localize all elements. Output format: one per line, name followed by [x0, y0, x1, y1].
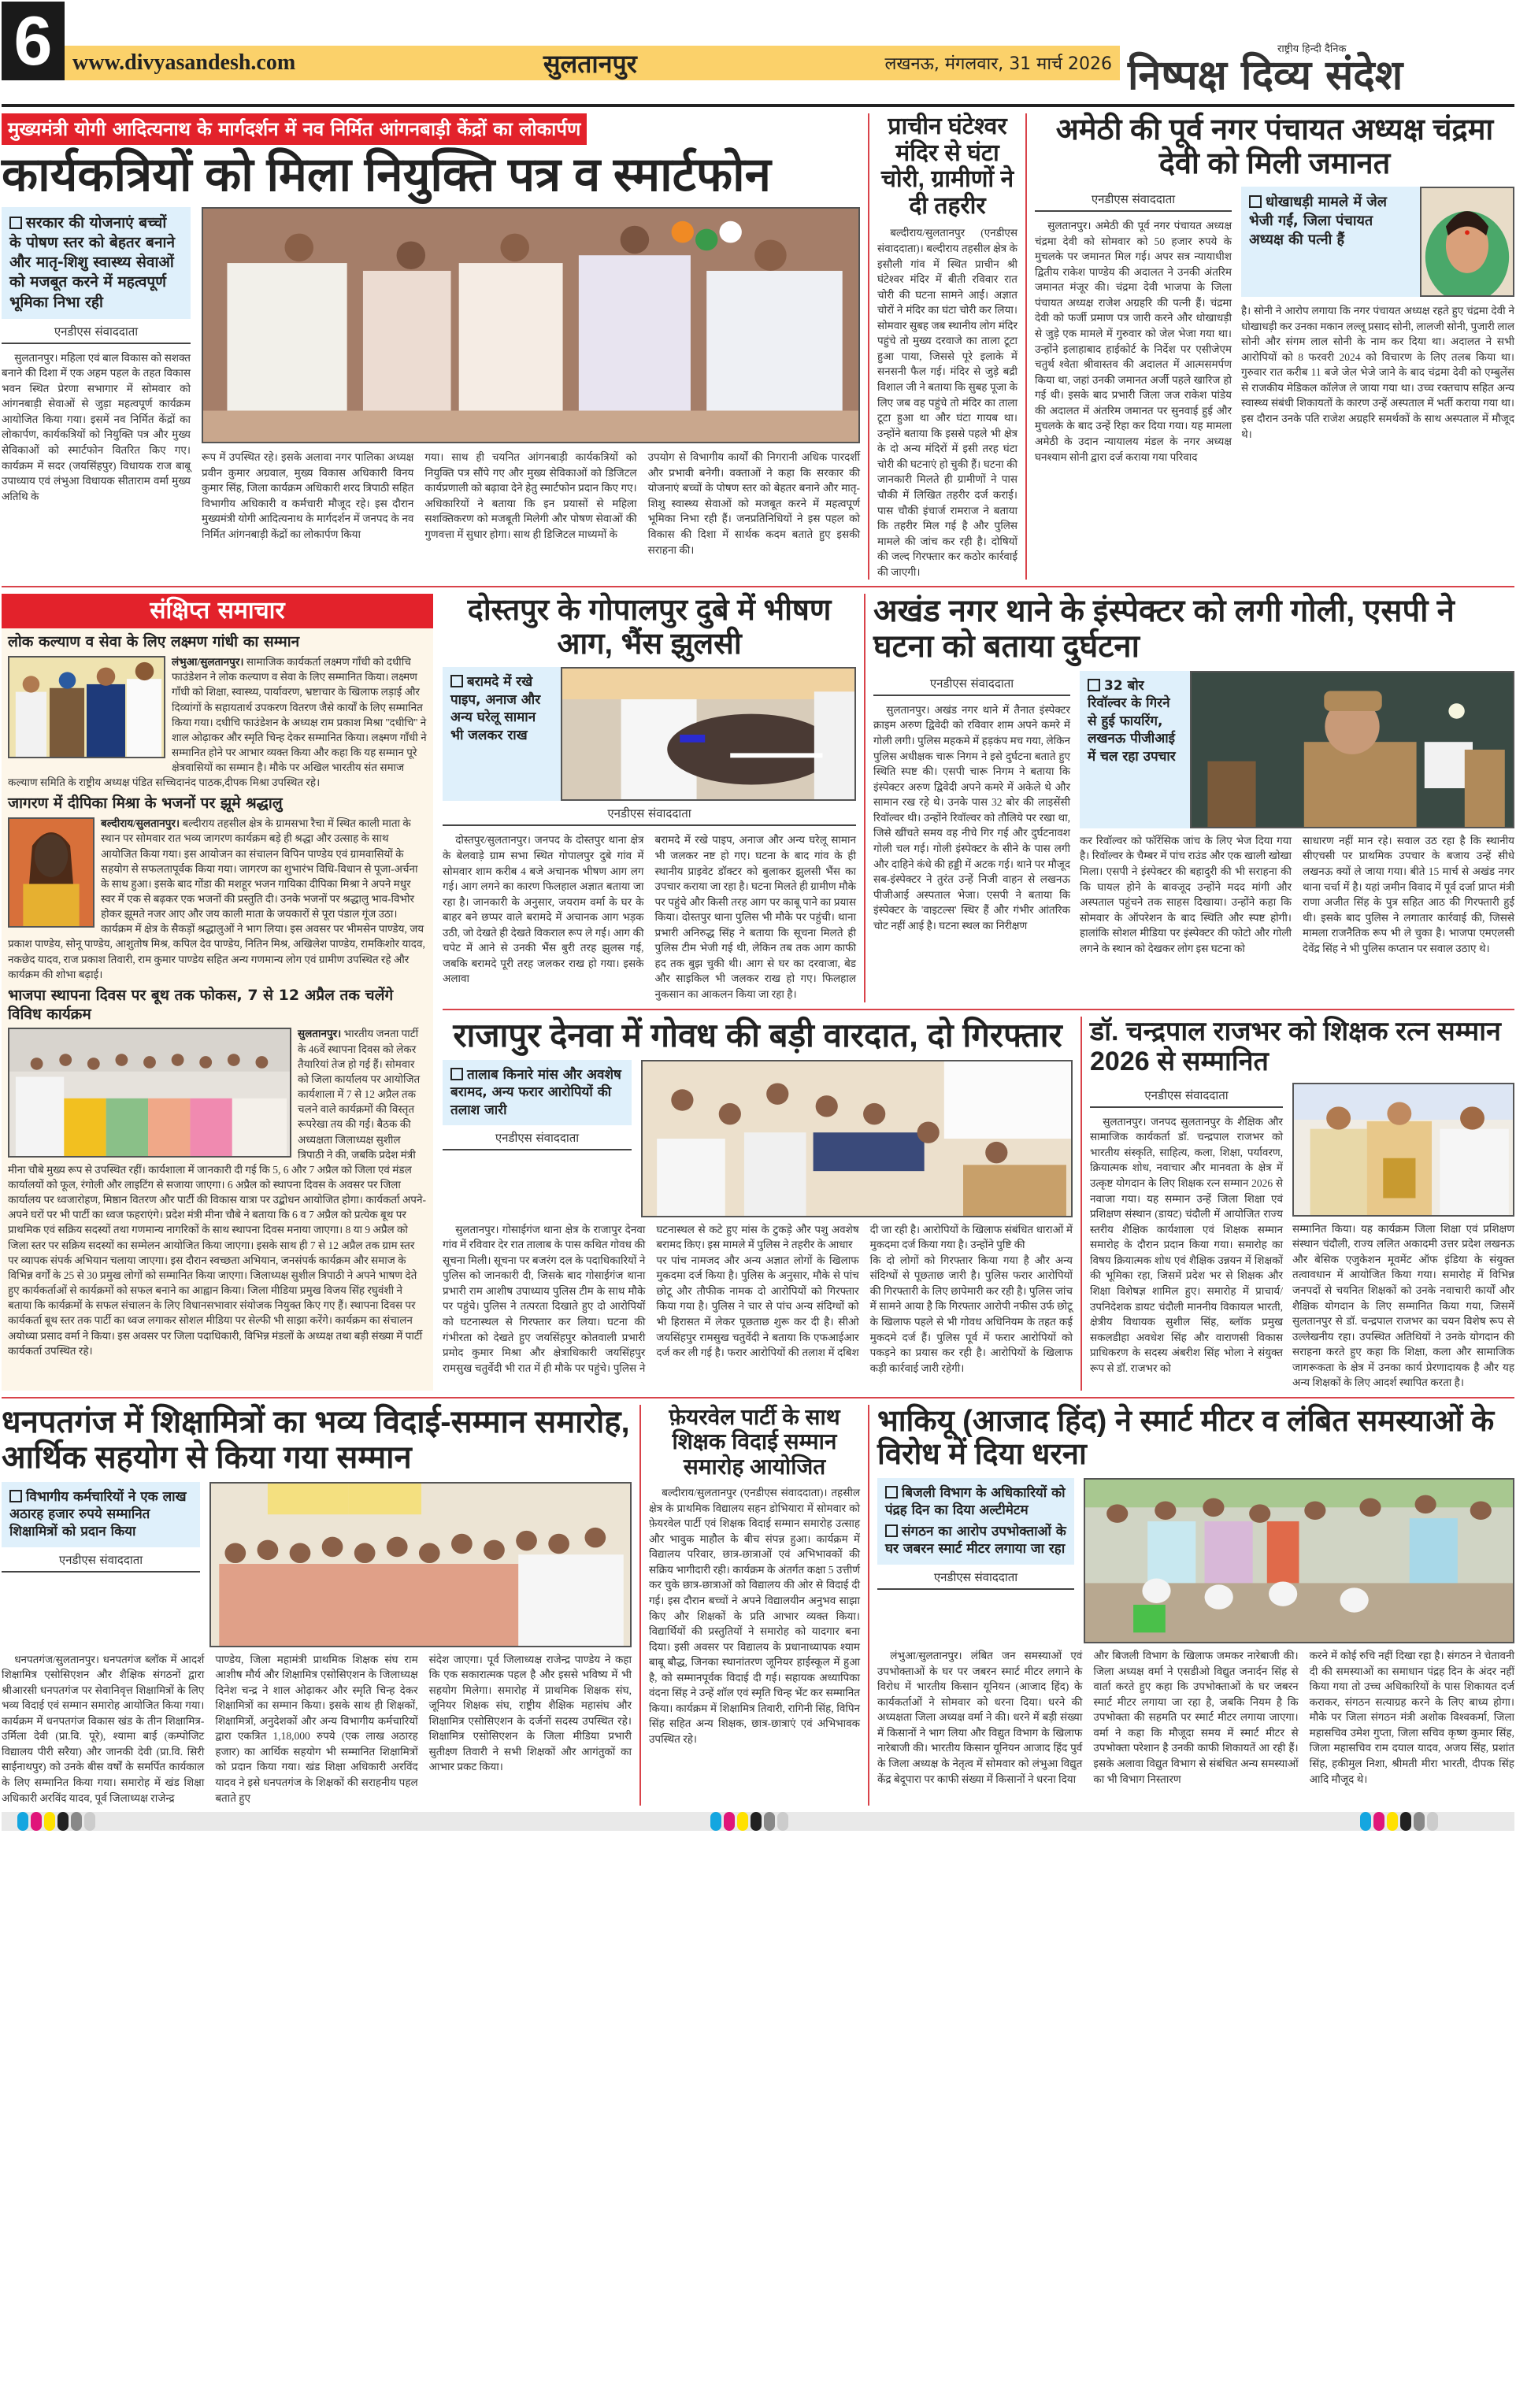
school-headline: फ़ेयरवेल पार्टी के साथ शिक्षक विदाई सम्मान समारोह आयोजित [669, 1404, 840, 1479]
brief-item-2 [8, 795, 427, 981]
cow-deck [443, 1060, 632, 1125]
dateline: लखनऊ, मंगलवार, 31 मार्च 2026 [884, 54, 1112, 74]
bullet-box-icon [450, 1068, 463, 1080]
logo-tagline: राष्ट्रीय हिन्दी दैनिक [1277, 43, 1347, 55]
award-body-col1: सुलतानपुर। जनपद सुलतानपुर के शैक्षिक और सामाजिक कार्यकर्ता डॉ. चन्द्रपाल राजभर को भारतीय संस्कृति, साहित्य, कला, शिक्षा, पर्यावरण, क्रियात्मक शोध, नवाचार और मानवता के क्षेत्र में उत्कृष्ट योगदान के लिए शिक्षक रत्न सम्मान 2026 से नवाजा गया। यह सम्मान उन्हें जिला शिक्षा एवं प्रशिक्षण संस्थान (डायट) चंदौली में आयोजित राज्य स्तरीय शैक्षिक कार्यशाला एवं शिक्षक सम्मान समारोह के दौरान प्रदान किया गया। समारोह का विषय क्रियात्मक शोध एवं शैक्षिक उन्नयन में शिक्षकों की भूमिका रहा, जिसमें प्रदेश भर से शिक्षक और शिक्षा विशेषज्ञ शामिल हुए। समारोह में प्राचार्य/उपनिदेशक डायट चंदौली माननीय विकायल भारती, क्षेत्रीय विधायक सुशील सिंह, ब्लॉक प्रमुख सकलडीहा अवधेश सिंह और वाराणसी विकास प्राधिकरण के सदस्य अंबरीश सिंह भोला ने संयुक्त रूप से डॉ. राजभर को [1090, 1115, 1283, 1374]
fire-deck [443, 667, 561, 801]
registration-dot [17, 1812, 28, 1831]
registration-dot [1360, 1812, 1371, 1831]
award-photo [1292, 1083, 1514, 1217]
registration-dot [1400, 1812, 1411, 1831]
cow-headline: राजापुर देनवा में गोवध की बड़ी वारदात, दो गिरफ्तार [453, 1016, 1062, 1054]
amethi-byline: एनडीएस संवाददाता [1035, 191, 1232, 212]
masthead-bar [65, 46, 1120, 80]
cow-body-col2: पर पांच नामजद और अन्य अज्ञात लोगों के खिलाफ मुकदमा दर्ज किया है। पुलिस के अनुसार, मौके से पांच छोटू और तौफीक नामक दो आरोपियों को गिरफ्तार किया गया है। पुलिस ने चार से पांच अन्य संदिग्धों को भी हिरासत में लेकर पूछताछ शुरू कर दी है। सीओ जयसिंहपुर रामसुख चतुर्वेदी ने बताया कि एफआईआर दर्ज कर ली गई है। फरार आरोपियों की तलाश में दबिश दी जा रही है। आरोपियों के खिलाफ संबंधित धाराओं में मुकदमा दर्ज किया गया है। उन्होंने पुष्टि की [656, 1223, 1073, 1359]
cow-body-col1: सुलतानपुर। गोसाईगंज थाना क्षेत्र के राजापुर देनवा गांव में रविवार देर रात तालाब के पास कथित गोवध की सूचना मिली। सूचना पर बजरंग दल के पदाधिकारियों ने पुलिस को जानकारी दी, जिसके बाद गोसाईगंज थाना प्रभारी राम आशीष उपाध्याय पुलिस टीम के साथ मौके पर पहुंचे। पुलिस ने तत्परता दिखाते हुए दो आरोपियों को घटनास्थल से गिरफ्तार कर लिया। घटना की गंभीरता को देखते हुए जयसिंहपुर कोतवाली प्रभारी प्रमोद कुमार मिश्रा और क्षेत्राधिकारी जयसिंहपुर रामसुख चतुर्वेदी भी रात में ही मौके पर पहुंचे। पुलिस ने घटनास्थल से कटे हुए मांस के टुकड़े और पशु अवशेष बरामद किए। इस मामले में पुलिस ने तहरीर के आधार [443, 1223, 859, 1374]
lead-body-col4: उपयोग से विभागीय कार्यों की निगरानी अधिक पारदर्शी और प्रभावी बनेगी। वक्ताओं ने कहा कि सरकार की योजनाएं बच्चों के पोषण स्तर को बेहतर बनाने और मातृ-शिशु स्वास्थ्य सेवाओं को मजबूत करने में महत्वपूर्ण भूमिका निभा रही हैं। जनप्रतिनिधियों ने इस पहल को विकास की दिशा में सार्थक कदम बताते हुए इसकी सराहना की। [647, 451, 860, 556]
lead-body-col2: रूप में उपस्थित रहे। इसके अलावा नगर पालिका अध्यक्ष प्रवीन कुमार अग्रवाल, मुख्य विकास अधिकारी विनय कुमार सिंह, जिला कार्यक्रम अधिकारी शरद त्रिपाठी सहित विभागीय अधिकारी व कर्मचारी मौजूद रहे। इस दौरान मुख्यमंत्री योगी आदित्यनाथ के मार्गदर्शन में जनपद के नव निर्मित आंगनबाड़ी केंद्रों का लोकार्पण किया [202, 451, 414, 540]
registration-dot [737, 1812, 748, 1831]
registration-dot [44, 1812, 55, 1831]
amethi-deck [1241, 187, 1420, 297]
cow-photo [641, 1060, 1073, 1217]
section-divider [2, 586, 1514, 587]
farewell-photo [209, 1482, 632, 1647]
police-station-image [643, 1061, 1071, 1216]
amethi-col2 [1241, 187, 1514, 465]
fire-body-col2: बरामदे में रखे पाइप, अनाज और अन्य घरेलू सामान भी जलकर नष्ट हो गए। घटना के बाद गांव के ही स्थानीय प्राइवेट डॉक्टर को बुलाकर झुलसी भैंस का उपचार कराया जा रहा है। घटना मिलते ही ग्रामीण मौके पर पहुंचे और किसी तरह आग पर काबू पाने का प्रयास किया। दोस्तपुर थाना पुलिस भी मौके पर पहुंची। थाना प्रभारी अनिरुद्ध सिंह ने बताया कि सूचना मिलते ही पुलिस टीम भेजी गई थी, लेकिन तब तक आग काफी हद तक बुझ चुकी थी। आग से घर का दरवाजा, बेड और साइकिल भी जलकर राख हो गए। फिलहाल नुकसान का आकलन किया जा रहा है। [654, 834, 856, 1001]
temple-body: बल्दीराय/सुलतानपुर (एनडीएस संवाददाता)। बल्दीराय तहसील क्षेत्र के इसौली गांव में स्थित प्राचीन श्री घंटेश्वर मंदिर में बीती रविवार रात चोरी की घटना सामने आई। अज्ञात चोरों ने मंदिर का घंटा चोरी कर लिया। सोमवार सुबह जब स्थानीय लोग मंदिर पहुंचे तो मुख्य दरवाजे का ताला टूटा हुआ पाया, जिससे पूरे इलाके में सनसनी फैल गई। मंदिर से जुड़े बद्री विशाल जी ने बताया कि सुबह पूजा के लिए जब वह पहुंचे तो मंदिर का ताला टूटा हुआ था और घंटा गायब था। उन्होंने बताया कि इससे पहले भी क्षेत्र के दो अन्य मंदिरों में इसी तरह घंटा चोरी की घटनाएं हो चुकी हैं। घटना की जानकारी मिलते ही ग्रामीणों ने पास चौकी में लिखित तहरीर दर्ज कराई। पास चौकी इंचार्ज रामराज ने बताया कि तहरीर मिल गई है और पुलिस मामले की जांच कर रही है। दोषियों की जल्द गिरफ्तार कर कठोर कार्रवाई की जाएगी। [877, 227, 1017, 578]
bku-body [877, 1648, 1514, 1787]
temple-headline: प्राचीन घंटेश्वर मंदिर से घंटा चोरी, ग्रामीणों ने दी तहरीर [880, 113, 1014, 219]
inspector-deck [1080, 671, 1190, 828]
dharna-protest-image [1085, 1480, 1513, 1642]
cow-byline: एनडीएस संवाददाता [443, 1130, 632, 1150]
teachers-group-image [211, 1484, 630, 1646]
registration-dot [57, 1812, 69, 1831]
logo-name: निष्पक्ष दिव्य संदेश [1128, 52, 1403, 99]
cow-body-col3: कि दो लोगों को गिरफ्तार किया गया है और अन्य संदिग्धों से पूछताछ जारी है। पुलिस फरार आरोपियों की गिरफ्तारी के लिए छापेमारी कर रही है। पुलिस जांच में सामने आया है कि गिरफ्तार आरोपी नफीस उर्फ छोटू के खिलाफ पहले से भी गोवध अधिनियम के तहत कई मुकदमे दर्ज हैं। पुलिस पूर्व में फरार आरोपियों को पकड़ने का प्रयास कर रही है। आरोपियों के खिलाफ कड़ी कार्रवाई जारी रहेगी। [869, 1254, 1073, 1374]
lead-photo-image [203, 209, 858, 442]
award-col2 [1292, 1083, 1514, 1391]
singer-photo-image [9, 819, 93, 926]
inspector-body-col3: साधारण नहीं मान रहे। सवाल उठ रहा है कि स्थानीय सीएचसी पर प्राथमिक उपचार के बजाय उन्हें सीधे लखनऊ क्यों ले जाया गया। बीते 15 मार्च से अखंड नगर थाना चर्चा में है। यहां जमीन विवाद में पूर्व दर्जा प्राप्त मंत्री राणा अजीत सिंह के पुत्र सहित आठ की गिरफ्तारी हुई थी। इसके बाद पुलिस ने लगातार कार्रवाई की, जिससे मामला राजनैतिक रूप भी ले चुका है। भाजपा एमएलसी देवेंद्र सिंह ने भी पुलिस कप्तान पर सवाल उठाए थे। [1303, 834, 1514, 954]
lead-body-cols [202, 450, 860, 558]
bullet-box-icon [450, 675, 463, 687]
registration-marks-left [17, 1812, 95, 1831]
fire-byline: एनडीएस संवाददाता [443, 806, 856, 826]
farewell-byline: एनडीएस संवाददाता [2, 1552, 200, 1573]
inspector-headline: अखंड नगर थाने के इंस्पेक्टर को लगी गोली, एसपी ने घटना को बताया दुर्घटना [873, 594, 1455, 665]
bullet-box-icon [1249, 195, 1262, 208]
farewell-left [2, 1482, 200, 1647]
brief-news-box [2, 594, 433, 1391]
registration-dot [1387, 1812, 1398, 1831]
brief-news-header: संक्षिप्त समाचार [2, 594, 433, 628]
bullet-box-icon [885, 1486, 898, 1499]
amethi-story [1025, 113, 1514, 580]
lead-headline: कार्यकत्रियों को मिला नियुक्ति पत्र व स्मार्टफोन [2, 148, 771, 201]
lead-deck-text: सरकार की योजनाएं बच्चों के पोषण स्तर को बेहतर बनाने और मातृ-शिशु स्वास्थ्य सेवाओं को मजबूत करने में महत्वपूर्ण भूमिका निभा रही [9, 214, 176, 311]
portrait-image [1421, 188, 1513, 295]
brief-title: जागरण में दीपिका मिश्रा के भजनों पर झूमे श्रद्धालु [8, 795, 283, 813]
registration-dot [71, 1812, 82, 1831]
bullet-box-icon [9, 217, 22, 229]
award-body-col2: सम्मानित किया। यह कार्यक्रम जिला शिक्षा एवं प्रशिक्षण संस्थान चंदौली, राज्य ललित अकादमी उत्तर प्रदेश लखनऊ और बेसिक एजुकेशन मूवमेंट ऑफ इंडिया के संयुक्त तत्वावधान में आयोजित किया गया। समारोह में विभिन्न जनपदों से चयनित शिक्षकों को उनके नवाचारी कार्यों और शैक्षिक योगदान के लिए सम्मानित किया गया, जिसमें सुलतानपुर से डॉ. चन्द्रपाल राजभर का चयन विशेष रूप से उल्लेखनीय रहा। उपस्थित अतिथियों ने उनके योगदान की सराहना करते हुए कहा कि शिक्षा, कला और सामाजिक जागरूकता के क्षेत्र में उनका कार्य प्रेरणादायक है और यह अन्य शिक्षकों के लिए आदर्श स्थापित करता है। [1292, 1222, 1514, 1389]
cow-story [443, 1017, 1073, 1391]
registration-dot [751, 1812, 762, 1831]
registration-marks-right [1360, 1812, 1438, 1831]
inspector-byline: एनडीएस संवाददाता [873, 676, 1070, 696]
lead-right [202, 207, 860, 558]
registration-dot [724, 1812, 735, 1831]
inspector-body-col2: कर रिवॉल्वर को फॉरेंसिक जांच के लिए भेज दिया गया है। रिवॉल्वर के चैम्बर में पांच राउंड और एक खाली खोखा मिला। एसपी ने इंस्पेक्टर की बहादुरी की भी सराहना की कि घायल होने के बावजूद उन्होंने मदद मांगी और अस्पताल पहुंचने तक साहस दिखाया। उन्होंने कहा कि सोमवार के ऑपरेशन के बाद स्थिति और स्पष्ट होगी।हालांकि सोशल मीडिया पर इंस्पेक्टर की फोटो और गोली लगने के स्थान को देखकर लोग इस घटना को [1080, 834, 1292, 954]
brief-photo [8, 817, 95, 928]
lead-byline: एनडीएस संवाददाता [2, 324, 191, 344]
bku-photo [1084, 1478, 1514, 1643]
chandrama-devi-photo [1420, 187, 1514, 297]
registration-dot [31, 1812, 42, 1831]
burnt-buffalo-image [562, 669, 854, 799]
farewell-body-col1: धनपतगंज/सुलतानपुर। धनपतगंज ब्लॉक में आदर्श शिक्षामित्र एसोसिएशन और शैक्षिक संगठनों द्वारा श्रीआरसी धनपतगंज पर सेवानिवृत्त शिक्षामित्रों के लिए भव्य विदाई एवं सम्मान समारोह आयोजित किया गया। कार्यक्रम में धनपतगंज विकास खंड के तीन शिक्षामित्र-उर्मिला देवी (प्रा.वि. पूरे), श्यामा बाई (कम्पोजिट विद्यालय पीरी सरैया) और जानकी देवी (प्रा.वि. सिरी साईनाथपुर) को उनके बीस वर्षों के समर्पित कार्यकाल के लिए सम्मानित किया गया। समारोह में खंड शिक्षा अधिकारी अरविंद यादव, पूर्व जिलाध्यक्ष राजेन्द्र [2, 1653, 205, 1804]
school-story [639, 1405, 860, 1806]
registration-dot [84, 1812, 95, 1831]
meeting-photo-image [9, 1029, 290, 1156]
brief-title: लोक कल्याण व सेवा के लिए लक्ष्मण गांधी का सम्मान [8, 633, 300, 651]
fire-photo [561, 667, 856, 801]
school-body: बल्दीराय/सुलतानपुर (एनडीएस संवाददाता)। तहसील क्षेत्र के प्राथमिक विद्यालय सहन डोभियारा में सोमवार को फ़ेयरवेल पार्टी एवं शिक्षक विदाई सम्मान समारोह उत्साह और भावुक माहौल के बीच संपन्न हुआ। कार्यक्रम में विद्यालय परिवार, छात्र-छात्राओं एवं अभिभावकों की सक्रिय भागीदारी रही। कार्यक्रम के अंतर्गत कक्षा 5 उत्तीर्ण कर चुके छात्र-छात्राओं को विद्यालय की ओर से विदाई दी गई। इस दौरान बच्चों ने अपने विद्यालयीन अनुभव साझा किए और शिक्षकों के प्रति आभार व्यक्त किया। विद्यार्थियों की प्रस्तुतियों ने समारोह को यादगार बना दिया। इसी अवसर पर विद्यालय के प्रधानाध्यापक श्याम बाबू बौद्ध, जिनका स्थानांतरण जूनियर हाईस्कूल में हुआ है, को सम्मानपूर्वक विदाई दी गई। सहायक अध्यापिका वंदना सिंह ने उन्हें शॉल एवं स्मृति चिन्ह भेंट कर सम्मानित किया। कार्यक्रम में शिक्षामित्र तिवारी, रागिनी सिंह, विपिन सिंह सहित अन्य शिक्षक, छात्र-छात्राएं एवं अभिभावक उपस्थित रहे। [649, 1487, 860, 1746]
temple-story [868, 113, 1017, 580]
registration-dot [1414, 1812, 1425, 1831]
bullet-box-icon [885, 1524, 898, 1537]
bku-byline: एनडीएस संवाददाता [877, 1569, 1074, 1590]
masthead [2, 2, 1514, 107]
section-city: सुलतानपुर [543, 48, 637, 79]
registration-dot [1373, 1812, 1384, 1831]
award-headline: डॉ. चन्द्रपाल राजभर को शिक्षक रत्न सम्मान 2026 से सम्मानित [1090, 1016, 1501, 1076]
lead-story [2, 113, 860, 580]
inspector-body-right [1080, 833, 1514, 957]
brief-body: लंभुआ/सुलतानपुर। सामाजिक कार्यकर्ता लक्ष्मण गाँधी को दधीचि फाउंडेशन ने लोक कल्याण व सेवा के लिए सम्मानित किया। लक्ष्मण गाँधी को शिक्षा, स्वास्थ्य, पार्यावरण, भ्रष्टाचार के खिलाफ लड़ाई और दिव्यांगों के सहायतार्थ उपकरण वितरण जैसे कार्यों के लिए सम्मानित किया गया। दधीचि फाउंडेशन के अध्यक्ष राम प्रकाश मिश्रा ''दधीचि'' ने शाल ओढ़ाकर और स्मृति चिन्ह देकर सम्मानित किया। लक्ष्मण गाँधी ने सम्मानित होने पर आभार व्यक्त किया और कहा कि यह सम्मान पूरे क्षेत्रवासियों का सम्मान है। मौके पर अखिल भारतीय संत समाज कल्याण समिति के राष्ट्रीय अध्यक्ष पंडित सच्चिदानंद पाठक,दीपक मिश्रा उपस्थित रहे। [8, 656, 427, 789]
fire-body [443, 832, 856, 1002]
brief-body: बल्दीराय/सुलतानपुर। बल्दीराय तहसील क्षेत्र के ग्रामसभा रैचा में स्थित काली माता के स्थान पर सोमवार रात भव्य जागरण कार्यक्रम बड़े ही श्रद्धा और उत्साह के साथ आयोजित किया गया। इस आयोजन का संचालन विपिन पाण्डेय एवं ग्रामवासियों के सहयोग से सफलतापूर्वक किया गया। जागरण का शुभारंभ विधि-विधान से पूजा-अर्चना के साथ हुआ। इसके बाद गोंडा की मशहूर भजन गायिका दीपिका मिश्रा ने अपने मधुर स्वर में एक से बढ़कर एक भजनों की प्रस्तुति दी। उनके भजनों पर श्रद्धालु भाव-विभोर होकर झूमते नजर आए और जय काली माता के जयकारों से पूरा पंडाल गूंज उठा। कार्यक्रम में क्षेत्र के सैकड़ों श्रद्धालुओं ने भाग लिया। इस अवसर पर भीमसेन पाण्डेय, जय प्रकाश पाण्डेय, सोनू पाण्डेय, आशुतोष मिश्र, कपिल देव पाण्डेय, नितिन मिश्र, अखिलेश पाण्डेय, रामकिशोर यादव, नकछेद यादव, राज प्रकाश तिवारी, राम कुमार पाण्डेय सहित अन्य गणमान्य लोग एवं ग्रामीण उपस्थित रहे और कार्यक्रम की शोभा बढ़ाई। [8, 817, 425, 980]
bku-left [877, 1478, 1074, 1643]
inspector-col2 [1080, 671, 1514, 957]
cow-deck-text: तालाब किनारे मांस और अवशेष बरामद, अन्य फरार आरोपियों की तलाश जारी [450, 1066, 621, 1118]
fire-headline: दोस्तपुर के गोपालपुर दुबे में भीषण आग, भैंस झुलसी [467, 594, 832, 661]
bullet-box-icon [9, 1490, 22, 1502]
bullet-box-icon [1088, 679, 1100, 691]
farewell-deck [2, 1482, 200, 1547]
farewell-headline: धनपतगंज में शिक्षामित्रों का भव्य विदाई-सम्मान समारोह, आर्थिक सहयोग से किया गया सम्मान [2, 1404, 630, 1475]
amethi-deck-text: धोखाधड़ी मामले में जेल भेजी गईं, जिला पंचायत अध्यक्ष की पत्नी हैं [1249, 194, 1387, 248]
award-photo-image [9, 658, 164, 757]
lead-left-col [2, 207, 191, 558]
farewell-body-col2: पाण्डेय, जिला महामंत्री प्राथमिक शिक्षक संघ राम आशीष मौर्य और शिक्षामित्र एसोसिएशन के जिलाध्यक्ष दिनेश चन्द्र ने शाल ओढ़ाकर और स्मृति चिन्ह देकर शिक्षामित्रों का सम्मान किया। इसके साथ ही शिक्षकों, शिक्षामित्रों, अनुदेशकों और अन्य विभागीय कर्मचारियों द्वारा एकत्रित 1,18,000 रुपये (एक लाख अठारह हजार) का आर्थिक सहयोग भी सम्मानित शिक्षामित्रों को प्रदान किया गया। खंड शिक्षा अधिकारी अरविंद यादव ने इसे धनपतगंज के शिक्षकों की सराहनीय पहल बताते हुए [215, 1653, 418, 1804]
fire-body-col1: दोस्तपुर/सुलतानपुर। जनपद के दोस्तपुर थाना क्षेत्र के बेलवाड़े ग्राम सभा स्थित गोपालपुर दुबे गांव में सोमवार शाम करीब 4 बजे अचानक भीषण आग लग गई। आग लगने का कारण फिलहाल अज्ञात बताया जा रहा है। जानकारी के अनुसार, जयराम वर्मा के घर के बाहर बने छप्पर वाले बरामदे में अचानक आग भड़क उठी, जो देखते ही देखते विकराल रूप ले गई। आग की चपेट में आने से उनकी भैंस बुरी तरह झुलस गई, जबकि बरामदे पूरी तरह जलकर राख हो गया। इसके अलावा [443, 834, 644, 985]
award-story [1080, 1017, 1514, 1391]
bku-story [868, 1405, 1514, 1806]
amethi-body-col1: सुलतानपुर। अमेठी की पूर्व नगर पंचायत अध्यक्ष चंद्रमा देवी को सोमवार को 50 हजार रुपये के मुचलके पर जमानत मिल गई। अपर सत्र न्यायाधीश द्वितीय राकेश पाण्डेय की अदालत ने उनकी अंतरिम जमानत मंजूर की। चंद्रमा देवी भाजपा के जिला पंचायत अध्यक्ष राजेश अग्रहरि की पत्नी हैं। चंद्रमा देवी को फर्जी प्रमाण पत्र जारी करने और धोखाधड़ी से जुड़े एक मामले में गुरुवार को जेल भेजा गया था। उन्होंने इलाहाबाद हाईकोर्ट के निर्देश पर एसीजेएम चतुर्थ श्वेता श्रीवास्तव की अदालत में आत्मसमर्पण किया था, जहां उनकी जमानत अर्जी पहले खारिज हो गई थी। इसके बाद प्रभारी जिला जज राकेश पांडेय की अदालत में अंतरिम जमानत पर सुनवाई हुई और मुचलके के बाद उन्हें रिहा कर दिया गया। यह मामला अमेठी के उदान न्यायालय मंडल के नगर अध्यक्ष घनश्याम सोनी द्वारा दर्ज कराया गया परिवाद [1035, 220, 1232, 463]
bku-headline: भाकियू (आजाद हिंद) ने स्मार्ट मीटर व लंबित समस्याओं के विरोध में दिया धरना [877, 1404, 1495, 1472]
fire-deck-text: बरामदे में रखे पाइप, अनाज और अन्य घरेलू सामान भी जलकर राख [450, 674, 541, 743]
cow-left [443, 1060, 632, 1217]
newspaper-logo [1120, 41, 1514, 99]
row-middle [2, 594, 1514, 1391]
footer-bar [2, 1812, 1514, 1831]
amethi-col1 [1035, 187, 1232, 465]
brief-item-1 [8, 633, 427, 790]
registration-dot [1427, 1812, 1438, 1831]
bku-body-col2: और बिजली विभाग के खिलाफ जमकर नारेबाजी की। जिला अध्यक्ष वर्मा ने एसडीओ विद्युत जनार्दन सिंह से वार्ता करते हुए कहा कि उपभोक्ताओं के घर जबरन स्मार्ट मीटर लगाया जा रहा है, जबकि नियम है कि उपभोक्ता की सहमति पर स्मार्ट मीटर लगाया जाएगा। वर्मा ने कहा कि मौजूदा समय में स्मार्ट मीटर से उपभोक्ता परेशान है उनकी काफी शिकायतें आ रही हैं। इसके अलावा विद्युत विभाग से संबंधित अन्य समस्याओं का भी विभाग निस्तारण [1093, 1650, 1299, 1785]
registration-dot [777, 1812, 788, 1831]
farewell-deck-text: विभागीय कर्मचारियों ने एक लाख अठारह हजार रुपये सम्मानित शिक्षामित्रों को प्रदान किया [9, 1488, 187, 1540]
registration-dot [710, 1812, 721, 1831]
award-col1 [1090, 1083, 1283, 1391]
section-divider [2, 1397, 1514, 1398]
amethi-headline: अमेठी की पूर्व नगर पंचायत अध्यक्ष चंद्रमा देवी को मिली जमानत [1055, 113, 1494, 180]
lead-photo [202, 207, 860, 443]
cow-body [443, 1222, 1073, 1376]
brief-title: भाजपा स्थापना दिवस पर बूथ तक फोकस, 7 से 12 अप्रैल तक चलेंगे विविध कार्यक्रम [8, 986, 394, 1023]
lead-body-col3: गया। साथ ही चयनित आंगनबाड़ी कार्यकत्रियों को नियुक्ति पत्र सौंपे गए और मुख्य सेविकाओं को डिजिटल कार्यप्रणाली को बढ़ावा देने हेतु स्मार्टफोन प्रदान किए गए। अधिकारियों ने बताया कि इन प्रयासों से महिला सशक्तिकरण को मजबूती मिलेगी और पोषण सेवाओं की गुणवत्ता में सुधार होगा। साथ ही डिजिटल माध्यमों के [424, 451, 637, 540]
brief-photo [8, 656, 165, 758]
lead-deck [2, 207, 191, 318]
registration-dot [764, 1812, 775, 1831]
bku-body-col1: लंभुआ/सुलतानपुर। लंबित जन समस्याओं एवं उपभोक्ताओं के घर पर जबरन स्मार्ट मीटर लगाने के विरोध में भारतीय किसान यूनियन (आजाद हिंद) के कार्यकर्ताओं ने सोमवार को धरना दिया। धरने की अध्यक्षता जिला अध्यक्ष वर्मा ने की। धरने में बड़ी संख्या में किसानों ने भाग लिया और विद्युत विभाग के खिलाफ नारेबाजी की। भारतीय किसान यूनियन आजाद हिंद पुर्व के जिला अध्यक्ष के नेतृत्व में सोमवार को लंभुआ विद्युत केंद्र बेदूपारा पर काफी संख्या में किसानों ने धरना दिया [877, 1650, 1083, 1785]
amethi-body-col2: है। सोनी ने आरोप लगाया कि नगर पंचायत अध्यक्ष रहते हुए चंद्रमा देवी ने धोखाधड़ी कर उनका मकान लल्लू प्रसाद सोनी, लालजी सोनी, पुजारी लाल सोनी और संगम लाल सोनी के नाम कर दिया था। अदालत ने सभी आरोपियों को 8 फरवरी 2024 को विचारण के लिए तलब किया था। गुरुवार रात करीब 11 बजे जेल भेजे जाने के बाद चंद्रमा देवी को एम्बुलेंस से राजकीय मेडिकल कॉलेज ले जाया गया था। उच्च रक्तचाप सहित अन्य स्वास्थ्य संबंधी शिकायतों के कारण उन्हें अस्पताल में भर्ती कराया गया था। इस दौरान उनके पति राजेश अग्रहरि समर्थकों के साथ अस्पताल में मौजूद थे। [1241, 305, 1514, 440]
brief-body: सुलतानपुर। भारतीय जनता पार्टी के 46वें स्थापना दिवस को लेकर तैयारियां तेज हो गई हैं। सोमवार को जिला कार्यालय पर आयोजित कार्यशाला में 7 से 12 अप्रैल तक चलने वाले कार्यक्रमों की विस्तृत रूपरेखा तय की गई। बैठक की अध्यक्षता जिलाध्यक्ष सुशील त्रिपाठी ने की, जबकि प्रदेश मंत्री मीना चौबे मुख्य रूप से उपस्थित रहीं। कार्यशाला में जानकारी दी गई कि 5, 6 और 7 अप्रैल को जिला एवं मंडल कार्यालयों को फूल, रंगोली और लाइटिंग से सजाया जाएगा। 6 अप्रैल को स्थापना दिवस के अवसर पर जिला कार्यालय पर ध्वजारोहण, मिष्ठान वितरण और पार्टी की विकास यात्रा पर उद्बोधन आयोजित होगा। कार्यकर्ता अपने-अपने घरों पर भी पार्टी का ध्वज फहराएंगे। प्रदेश मंत्री मीना चौबे ने बताया कि 6 व 7 अप्रैल को प्रत्येक बूथ पर प्राथमिक एवं सक्रिय सदस्यों तथा गणमान्य नागरिकों के साथ स्थापना दिवस मनाया जाएगा। 8 या 9 अप्रैल को जिला स्तर पर सक्रिय सदस्यों का सम्मेलन आयोजित किया जाएगा। इसके साथ ही 7 से 12 अप्रैल तक ग्राम स्तर पर व्यापक संपर्क अभियान चलाया जाएगा। इस दौरान स्वच्छता अभियान, जनसंपर्क कार्यक्रम और समाज के विभिन्न वर्गों के 25 से 30 प्रमुख लोगों को सम्मानित किया जाएगा। जिलाध्यक्ष सुशील त्रिपाठी ने अपने भाषण देते हुए कार्यकर्ताओं से कार्यक्रमों को सफल बनाने का आह्वान किया। जिला मीडिया प्रमुख विजय सिंह रघुवंशी ने बताया कि कार्यक्रमों के सफल संचालन के लिए विधानसभावार संयोजक नियुक्त किए गए हैं। स्थापना दिवस पर कार्यकर्ता बूथ स्तर तक पार्टी का ध्वज लगाकर सोशल मीडिया पर सेल्फी भी साझा करेंगे। कार्यक्रम का संचालन अयोध्या प्रसाद वर्मा ने किया। इस अवसर पर जिला पदाधिकारी, विभिन्न मंडलों के अध्यक्ष तथा बड़ी संख्या में पार्टी कार्यकर्ता उपस्थित रहे। [8, 1028, 426, 1357]
row-bottom [2, 1405, 1514, 1806]
registration-marks-center [710, 1812, 788, 1831]
fire-story [443, 594, 856, 1002]
award-byline: एनडीएस संवाददाता [1090, 1087, 1283, 1108]
award-ceremony-image [1294, 1084, 1513, 1215]
bku-deck-item-2: संगठन का आरोप उपभोक्ताओं के घर जबरन स्मार्ट मीटर लगाया जा रहा [885, 1523, 1066, 1558]
middle-right [443, 594, 1514, 1391]
section-divider [443, 1009, 1514, 1010]
website-link[interactable]: www.divyasandesh.com [72, 50, 296, 75]
inspector-col1 [873, 671, 1070, 957]
inspector-story [864, 594, 1514, 1002]
bku-deck [877, 1478, 1074, 1565]
bku-body-col3: करने में कोई रुचि नहीं दिखा रहा है। संगठन ने चेतावनी दी की समस्याओं का समाधान पंद्रह दिन के अंदर नहीं किया गया तो उच्च अधिकारियों के पास शिकायत दर्ज कराकर, संगठन सत्याग्रह करने के लिए बाध्य होगा। मौके पर जिला संगठन मंत्री अशोक विश्वकर्मा, जिला महासचिव उमेश गुप्ता, जिला सचिव कृष्ण कुमार सिंह, जिला महासचिव राम दयाल यादव, अजय सिंह, प्रशांत सिंह, हकीमुल निशा, श्रीमती मीरा भारती, दीपक सिंह आदि मौजूद थे। [1309, 1650, 1514, 1785]
page-number: 6 [2, 2, 65, 80]
inspector-deck-text: 32 बोर रिवॉल्वर के गिरने से हुई फायरिंग, लखनऊ पीजीआई में चल रहा उपचार [1088, 677, 1176, 765]
farewell-story [2, 1405, 632, 1806]
police-officer-image [1192, 672, 1513, 827]
brief-photo [8, 1028, 291, 1158]
inspector-body-col1: सुलतानपुर। अखंड नगर थाने में तैनात इंस्पेक्टर क्राइम अरुण द्विवेदी को रविवार शाम अपने कमरे में गोली लगी। पुलिस महकमे में हड़कंप मच गया, लेकिन पुलिस अधीक्षक चारू निगम ने इसे दुर्घटना बताते हुए स्थिति स्पष्ट की। एसपी चारू निगम ने बताया कि इंस्पेक्टर अरुण द्विवेदी अपने कमरे में अकेले थे और सामान रख रहे थे। उनके पास 32 बोर की लाइसेंसी रिवॉल्वर थी। उन्होंने रिवॉल्वर को तौलिये पर रखा था, जिसे खींचते समय वह नीचे गिर गई और दुर्घटनावश गोली चल गई। गोली इंस्पेक्टर के सीने के पास लगी और दाहिने कंधे की हड्डी में अटक गई। थाने पर मौजूद सब-इंस्पेक्टर ने तुरंत उन्हें निजी वाहन से लखनऊ पीजीआई अस्पताल भेजा। एसपी ने बताया कि इंस्पेक्टर के 'वाइटल्स' स्थिर हैं और गंभीर आंतरिक चोट नहीं आई है। घटना स्थल का निरीक्षण [873, 703, 1070, 932]
brief-item-3 [8, 987, 427, 1358]
lead-body-col1: सुलतानपुर। महिला एवं बाल विकास को सशक्त बनाने की दिशा में एक अहम पहल के तहत विकास भवन स्थित प्रेरणा सभागार में सोमवार को आंगनबाड़ी सेवाओं से जुड़ा महत्वपूर्ण कार्यक्रम आयोजित किया गया। इसमें नव निर्मित केंद्रों का लोकार्पण, कार्यकत्रियों को नियुक्ति पत्र और मुख्य सेविकाओं को स्मार्टफोन वितरित किए गए। कार्यक्रम में सदर (जयसिंहपुर) विधायक राज बाबू उपाध्याय एवं लंभुआ विधायक सीताराम वर्मा मुख्य अतिथि के [2, 351, 191, 502]
lead-kicker: मुख्यमंत्री योगी आदित्यनाथ के मार्गदर्शन में नव निर्मित आंगनबाड़ी केंद्रों का लोकार्पण [2, 113, 587, 145]
farewell-body [2, 1652, 632, 1806]
farewell-body-col3: संदेश जाएगा। पूर्व जिलाध्यक्ष राजेन्द्र पाण्डेय ने कहा कि एक सकारात्मक पहल है और इससे भविष्य में भी सहयोग मिलेगा। समारोह में प्राथमिक शिक्षक संघ, जूनियर शिक्षक संघ, राष्ट्रीय शैक्षिक महासंघ और शिक्षामित्र एसोसिएशन के दर्जनों सदस्य उपस्थित रहे। शिक्षामित्र एसोसिएशन के जिला मीडिया प्रभारी सुतीक्ष्ण तिवारी ने सभी शिक्षकों और आगंतुकों का आभार प्रकट किया। [428, 1653, 632, 1773]
bku-deck-item-1: बिजली विभाग के अधिकारियों को पंद्रह दिन का दिया अल्टीमेटम [885, 1485, 1066, 1519]
inspector-photo [1190, 671, 1514, 828]
row-top [2, 113, 1514, 580]
